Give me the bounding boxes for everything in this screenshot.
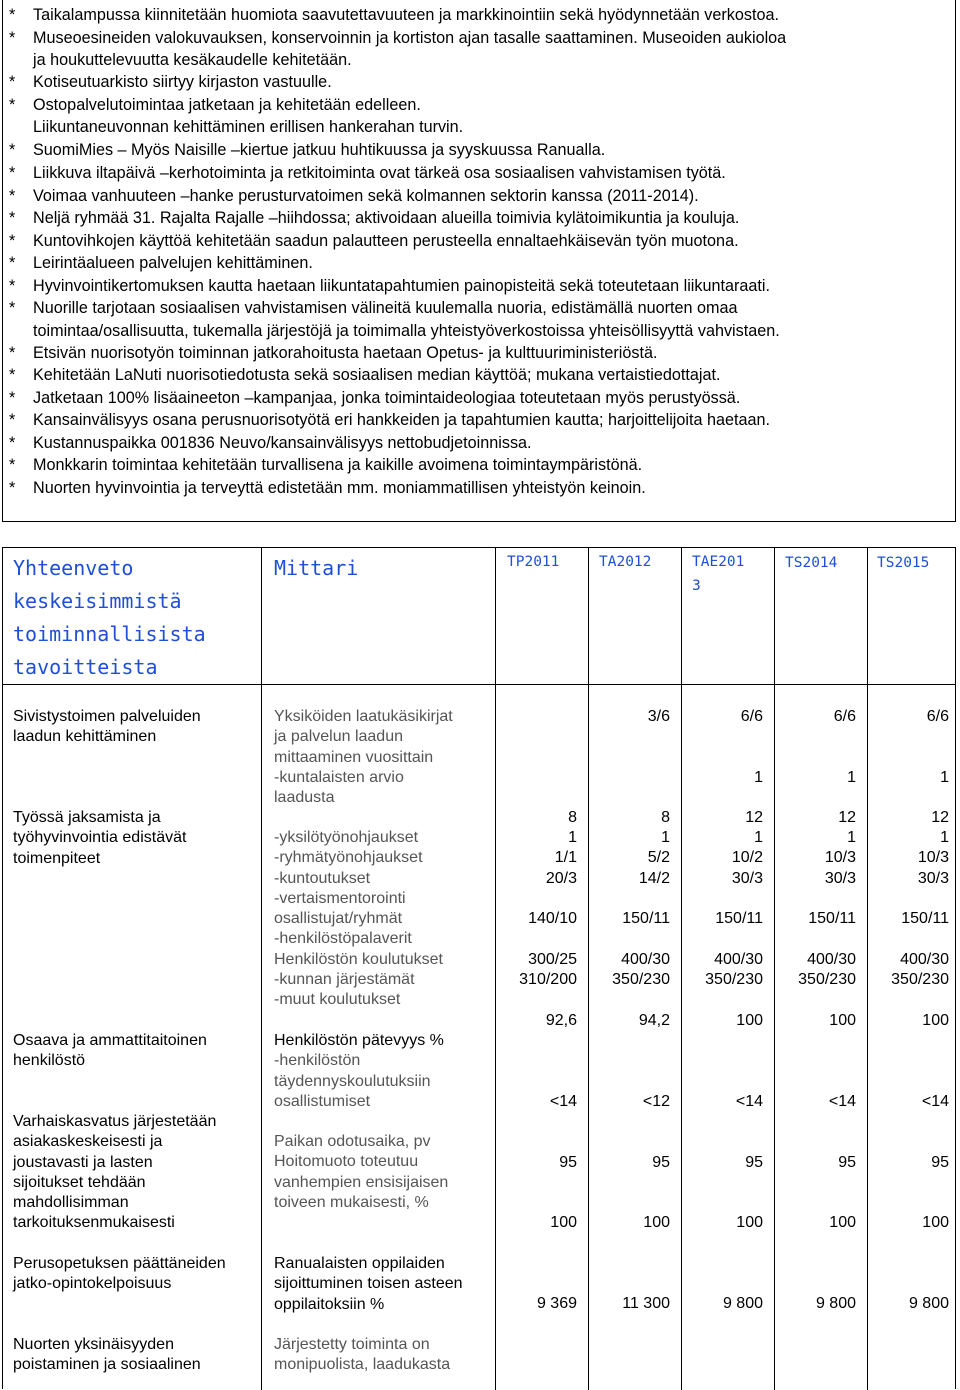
value-cell: 8: [568, 809, 577, 826]
column-divider: [867, 548, 868, 1390]
value-cell: 6/6: [926, 708, 949, 725]
value-cell: 95: [652, 1154, 670, 1171]
header-goal: Yhteenveto keskeisimmistä toiminnallisista tavoitteista: [13, 556, 206, 679]
value-cell: 12: [838, 809, 856, 826]
value-cell: 9 369: [536, 1295, 577, 1312]
indicator-early-education: Paikan odotusaika, pv Hoitomuoto toteutuu vanhempien ensisijaisen toiveen mukaisesti, %: [274, 1133, 449, 1211]
value-cell: 100: [829, 1214, 856, 1231]
header-ta2012: TA2012: [599, 554, 652, 570]
column-divider: [681, 548, 682, 1390]
goal-further-studies: Perusopetuksen päättäneiden jatko-opintokelpoisuus: [13, 1255, 226, 1293]
value-cell: 1: [940, 829, 949, 846]
value-cell: 9 800: [815, 1295, 856, 1312]
value-cell: 5/2: [647, 849, 670, 866]
value-cell: 92,6: [545, 1012, 577, 1029]
header-ts2015: TS2015: [877, 555, 930, 571]
value-cell: 10/3: [917, 849, 949, 866]
indicator-wellbeing: -yksilötyönohjaukset -ryhmätyönohjaukset -kuntoutukset -vertaismentorointi osallistujat/ryhmät -henkilöstöpalaverit Henkilöstön koulutukset -kunnan järjestämät -muut koulutukset: [274, 829, 443, 1009]
value-cell: 3/6: [647, 708, 670, 725]
bullet-line: ja houkuttelevuutta kesäkaudelle kehitetään.: [33, 51, 352, 69]
goal-wellbeing: Työssä jaksamista ja työhyvinvointia edistävät toimenpiteet: [13, 809, 187, 867]
value-cell: 1: [754, 769, 763, 786]
bullet-line: toimintaa/osallisuutta, tukemalla järjestöjä ja toimimalla yhteistyöverkostoissa yhteisöllisyyttä vahvistaen.: [33, 322, 780, 340]
bullet-line: * Etsivän nuorisotyön toiminnan jatkorahoitusta haetaan Opetus- ja kulttuuriministeriöstä.: [9, 344, 658, 362]
value-cell: 94,2: [638, 1012, 670, 1029]
bullet-line: * Nuorten hyvinvointia ja terveyttä edistetään mm. moniammatillisen yhteistyön keinoin.: [9, 479, 646, 497]
bullet-line: * Museoesineiden valokuvauksen, konservoinnin ja kortiston ajan tasalle saattaminen. Museoiden aukioloa: [9, 29, 787, 47]
bullet-line: * Monkkarin toimintaa kehitetään turvallisena ja kaikille avoimena toimintaympäristönä.: [9, 456, 643, 474]
value-cell: 9 800: [722, 1295, 763, 1312]
bullet-line: * Nuorille tarjotaan sosiaalisen vahvistamisen välineitä kuulemalla nuoria, edistämällä nuorten omaa: [9, 299, 738, 317]
value-cell: 100: [736, 1012, 763, 1029]
bullet-list-box: [2, 0, 956, 522]
value-cell: 350/230: [705, 971, 763, 988]
goal-youth-loneliness: Nuorten yksinäisyyden poistaminen ja sosiaalinen: [13, 1336, 201, 1374]
value-cell: 6/6: [740, 708, 763, 725]
value-cell: 30/3: [917, 870, 949, 887]
bullet-line: * Kansainvälisyys osana perusnuorisotyötä eri hankkeiden ja tapahtumien kautta; harjoittelijoita haetaan.: [9, 411, 770, 429]
column-divider: [588, 548, 589, 1390]
value-cell: <14: [735, 1093, 763, 1110]
bullet-line: * Liikkuva iltapäivä –kerhotoiminta ja retkitoiminta ovat tärkeä osa sosiaalisen vahvistamisen työtä.: [9, 164, 726, 182]
bullet-line: * Kuntovihkojen käyttöä kehitetään saadun palautteen perusteella ennaltaehkäisevän työn muotona.: [9, 232, 739, 250]
header-ts2014: TS2014: [785, 555, 838, 571]
bullet-line: * Hyvinvointikertomuksen kautta haetaan liikuntatapahtumien painopisteitä sekä toteutetaan liikuntaraati.: [9, 277, 770, 295]
goal-competent-staff: Osaava ja ammattitaitoinen henkilöstö: [13, 1032, 207, 1070]
value-cell: 1: [754, 829, 763, 846]
value-cell: 95: [745, 1154, 763, 1171]
bullet-line: * Voimaa vanhuuteen –hanke perusturvatoimen sekä kolmannen sektorin kanssa (2011-2014).: [9, 187, 699, 205]
bullet-line: * Jatketaan 100% lisäaineeton –kampanjaa, jonka toimintaideologiaa toteutetaan myös perustyössä.: [9, 389, 741, 407]
value-cell: 1: [940, 769, 949, 786]
column-divider: [261, 548, 262, 1390]
value-cell: 9 800: [908, 1295, 949, 1312]
value-cell: 100: [643, 1214, 670, 1231]
value-cell: <14: [828, 1093, 856, 1110]
value-cell: 1/1: [554, 849, 577, 866]
value-cell: 95: [931, 1154, 949, 1171]
value-cell: 8: [661, 809, 670, 826]
goals-table: [2, 547, 956, 1389]
bullet-line: * Kehitetään LaNuti nuorisotiedotusta sekä sosiaalisen median käyttöä; mukana vertaistiedottajat.: [9, 366, 721, 384]
value-cell: 1: [661, 829, 670, 846]
bullet-line: * Taikalampussa kiinnitetään huomiota saavutettavuuteen ja markkinointiin sekä hyödynnetään verkostoa.: [9, 6, 779, 24]
bullet-line: * Kustannuspaikka 001836 Neuvo/kansainvälisyys nettobudjetoinnissa.: [9, 434, 532, 452]
value-cell: 310/200: [519, 971, 577, 988]
goal-early-education: Varhaiskasvatus järjestetään asiakaskeskeisesti ja joustavasti ja lasten sijoitukset tehdään mahdollisimman tarkoituksenmukaisesti: [13, 1113, 217, 1232]
value-cell: 100: [829, 1012, 856, 1029]
value-cell: 100: [736, 1214, 763, 1231]
value-cell: 20/3: [545, 870, 577, 887]
value-cell: 10/3: [824, 849, 856, 866]
bullet-line: * Kotiseutuarkisto siirtyy kirjaston vastuulle.: [9, 73, 332, 91]
header-divider: [3, 684, 955, 685]
value-cell: 350/230: [612, 971, 670, 988]
value-cell: 1: [568, 829, 577, 846]
value-cell: 12: [745, 809, 763, 826]
header-tp2011: TP2011: [507, 554, 560, 570]
value-cell: 150/11: [808, 910, 856, 927]
value-cell: 300/25: [528, 951, 577, 968]
header-meter: Mittari: [274, 556, 359, 580]
goal-quality: Sivistystoimen palveluiden laadun kehittäminen: [13, 708, 201, 746]
value-cell: <12: [642, 1093, 670, 1110]
indicator-competence: Henkilöstön pätevyys % -henkilöstön täydennyskoulutuksiin osallistumiset: [274, 1032, 444, 1110]
indicator-quality: Yksiköiden laatukäsikirjat ja palvelun laadun mittaaminen vuosittain -kuntalaisten arvio laadusta: [274, 708, 453, 807]
column-divider: [774, 548, 775, 1390]
value-cell: 100: [922, 1012, 949, 1029]
indicator-further-studies: Ranualaisten oppilaiden sijoittuminen toisen asteen oppilaitoksiin %: [274, 1255, 463, 1313]
value-cell: 1: [847, 829, 856, 846]
bullet-line: * Neljä ryhmää 31. Rajalta Rajalle –hiihdossa; aktivoidaan alueilla toimivia kylätoimikuntia ja kouluja.: [9, 209, 740, 227]
value-cell: 350/230: [891, 971, 949, 988]
value-cell: 1: [847, 769, 856, 786]
value-cell: 350/230: [798, 971, 856, 988]
value-cell: 10/2: [731, 849, 763, 866]
value-cell: 140/10: [528, 910, 577, 927]
value-cell: 30/3: [731, 870, 763, 887]
bullet-line: Liikuntaneuvonnan kehittäminen erillisen hankerahan turvin.: [33, 118, 464, 136]
value-cell: 100: [922, 1214, 949, 1231]
column-divider: [495, 548, 496, 1390]
value-cell: 100: [550, 1214, 577, 1231]
bullet-line: * Ostopalvelutoimintaa jatketaan ja kehitetään edelleen.: [9, 96, 421, 114]
bullet-line: * SuomiMies – Myös Naisille –kiertue jatkuu huhtikuussa ja syyskuussa Ranualla.: [9, 141, 606, 159]
value-cell: 150/11: [901, 910, 949, 927]
value-cell: 400/30: [714, 951, 763, 968]
value-cell: 95: [838, 1154, 856, 1171]
indicator-youth: Järjestetty toiminta on monipuolista, laadukasta: [274, 1336, 451, 1374]
value-cell: 400/30: [621, 951, 670, 968]
bullet-line: * Leirintäalueen palvelujen kehittäminen.: [9, 254, 313, 272]
value-cell: 400/30: [807, 951, 856, 968]
value-cell: 11 300: [622, 1295, 670, 1312]
value-cell: 12: [931, 809, 949, 826]
value-cell: 14/2: [638, 870, 670, 887]
value-cell: 150/11: [715, 910, 763, 927]
value-cell: 30/3: [824, 870, 856, 887]
header-tae2013: TAE201 3: [692, 554, 745, 594]
value-cell: <14: [921, 1093, 949, 1110]
value-cell: 6/6: [833, 708, 856, 725]
value-cell: 400/30: [900, 951, 949, 968]
value-cell: <14: [549, 1093, 577, 1110]
value-cell: 150/11: [622, 910, 670, 927]
value-cell: 95: [559, 1154, 577, 1171]
